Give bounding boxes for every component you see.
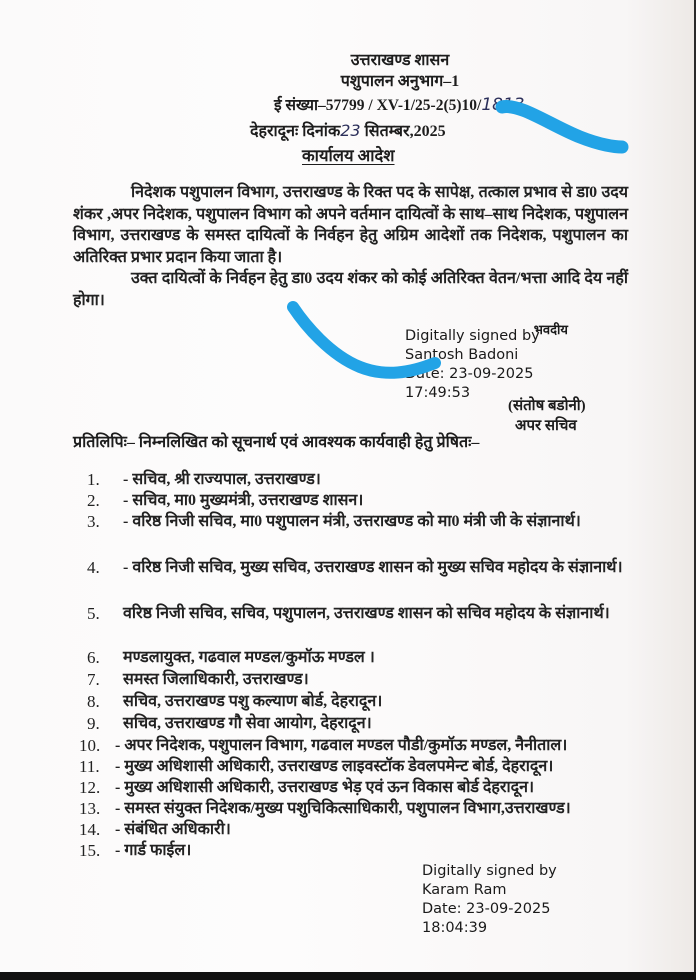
government-name: उत्तराखण्ड शासन (350, 52, 450, 69)
paragraph-2-text: उक्त दायित्वों के निर्वहन हेतु डा0 उदय शंकर को कोई अतिरिक्त वेतन/भत्ता आदि देय नहीं होगा। (73, 270, 628, 309)
bottom-border (0, 972, 696, 980)
date-handwritten: 23 (340, 121, 361, 140)
item-number: 14. (79, 820, 101, 839)
digital-signature-2 (422, 862, 557, 938)
item-number: 1. (87, 470, 100, 489)
list-item (79, 777, 627, 798)
sig1-time: 17:49:53 (405, 385, 471, 401)
item-text: - मुख्य अधिशासी अधिकारी, उत्तराखण्ड लाइवस्टॉक डेवलपमेन्ट बोर्ड, देहरादून। (115, 758, 554, 775)
sig2-line-1: Digitally signed by (422, 863, 557, 879)
item-text: - अपर निदेशक, पशुपालन विभाग, गढवाल मण्डल पौडी/कुमॉऊ मण्डल, नैनीताल। (115, 737, 568, 754)
list-item (87, 490, 627, 511)
reference-number (274, 93, 525, 115)
item-text: - समस्त संयुक्त निदेशक/मुख्य पशुचिकित्साधिकारी, पशुपालन विभाग,उत्तराखण्ड। (115, 800, 571, 817)
item-number: 13. (79, 799, 101, 818)
list-item (87, 511, 627, 557)
paragraph-1-text: निदेशक पशुपालन विभाग, उत्तराखण्ड के रिक्त पद के सापेक्ष, तत्काल प्रभाव से डा0 उदय शंकर ,अपर निदेशक, पशुपालन विभाग को अपने वर्तमान दायित्वों के साथ–साथ निदेशक, पशुपालन विभाग, उत्तराखण्ड के समस्त दायित्वों के निर्वहन हेतु अग्रिम आदेशों तक निदेशक, पशुपालन का अतिरिक्त प्रभार प्रदान किया जाता है। (73, 184, 628, 266)
item-number: 10. (79, 736, 101, 755)
item-number: 5. (87, 604, 100, 623)
item-number: 15. (79, 841, 101, 860)
digital-signature-1 (405, 320, 568, 403)
item-text: मण्डलायुक्त, गढवाल मण्डल/कुमॉऊ मण्डल । (123, 649, 375, 666)
list-item (79, 735, 627, 756)
item-number: 2. (87, 491, 100, 510)
item-number: 12. (79, 778, 101, 797)
item-number: 11. (79, 757, 100, 776)
order-title: कार्यालय आदेश (302, 146, 395, 165)
list-item (87, 603, 627, 647)
sig1-line-1: Digitally signed by (405, 328, 540, 344)
item-text: सचिव, उत्तराखण्ड पशु कल्याण बोर्ड, देहरादून। (123, 693, 383, 710)
copy-to-title: प्रतिलिपिः– निम्नलिखित को सूचनार्थ एवं आवश्यक कार्यवाही हेतु प्रेषितः– (73, 434, 480, 451)
item-text: - सचिव, श्री राज्यपाल, उत्तराखण्ड। (123, 471, 321, 488)
item-number: 6. (87, 648, 100, 667)
item-text: सचिव, उत्तराखण्ड गौ सेवा आयोग, देहरादून। (123, 715, 372, 732)
item-text: - वरिष्ठ निजी सचिव, मा0 पशुपालन मंत्री, उत्तराखण्ड को मा0 मंत्री जी के संज्ञानार्थ। (123, 513, 581, 530)
signer-name-hindi: (संतोष बडोनी) (508, 398, 586, 414)
item-number: 3. (87, 512, 100, 531)
list-item (79, 819, 627, 840)
list-item (87, 669, 627, 691)
item-number: 8. (87, 692, 100, 711)
reference-handwritten: 1813 (481, 95, 525, 115)
order-paragraph-2 (73, 268, 628, 311)
list-item (79, 798, 627, 819)
item-text: - संबंधित अधिकारी। (115, 821, 231, 838)
item-text: - सचिव, मा0 मुख्यमंत्री, उत्तराखण्ड शासन। (123, 492, 364, 509)
item-number: 7. (87, 670, 100, 689)
order-paragraph-1 (73, 182, 628, 268)
list-item (79, 840, 627, 861)
place-date-suffix: सितम्बर,2025 (360, 123, 446, 140)
sig2-date: Date: 23-09-2025 (422, 901, 551, 917)
list-item (79, 756, 627, 777)
place-date (250, 119, 446, 141)
section-name: पशुपालन अनुभाग–1 (340, 73, 460, 90)
item-text: - गार्ड फाईल। (115, 842, 192, 859)
item-text: समस्त जिलाधिकारी, उत्तराखण्ड। (123, 671, 309, 688)
list-item (87, 557, 627, 603)
reference-printed: ई संख्या–57799 / XV-1/25-2(5)10/ (274, 97, 482, 114)
item-number: 9. (87, 714, 100, 733)
document-header (250, 50, 550, 92)
sig2-time: 18:04:39 (422, 920, 488, 936)
item-text: वरिष्ठ निजी सचिव, सचिव, पशुपालन, उत्तराखण्ड शासन को सचिव महोदय के संज्ञानार्थ। (123, 605, 610, 622)
list-item (87, 691, 627, 713)
list-item (87, 469, 627, 490)
sig1-date: Date: 23-09-2025 (405, 366, 534, 382)
list-item (87, 713, 627, 735)
item-number: 4. (87, 558, 100, 577)
item-text: - वरिष्ठ निजी सचिव, मुख्य सचिव, उत्तराखण्ड शासन को मुख्य सचिव महोदय के संज्ञानार्थ। (123, 559, 623, 576)
place-date-prefix: देहरादूनः दिनांक (250, 123, 341, 140)
list-item (87, 647, 627, 669)
closing-word: भवदीय (533, 322, 568, 337)
sig2-signer-name: Karam Ram (422, 882, 507, 898)
signer-designation: अपर सचिव (515, 418, 577, 434)
sig1-signer-name: Santosh Badoni (405, 347, 519, 363)
copy-to-list (79, 469, 627, 861)
item-text: - मुख्य अधिशासी अधिकारी, उत्तराखण्ड भेड़ एवं ऊन विकास बोर्ड देहरादून। (115, 779, 535, 796)
